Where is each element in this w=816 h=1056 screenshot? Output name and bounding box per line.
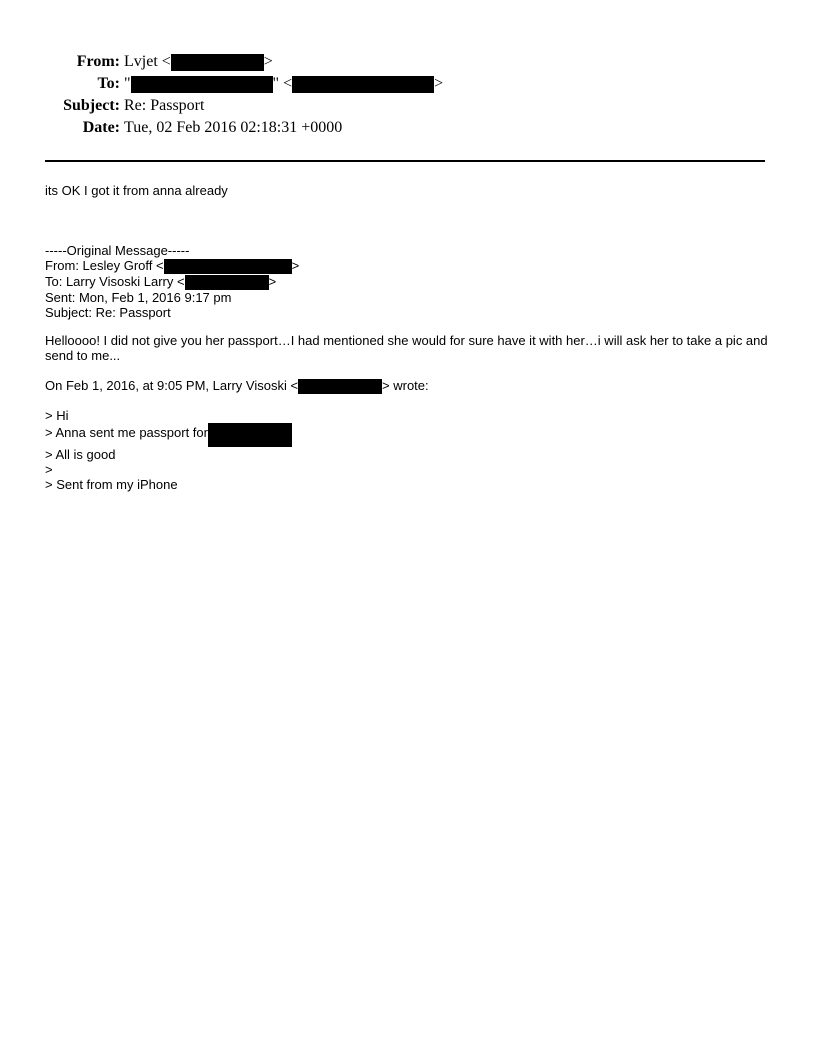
- from-label: From:: [76, 53, 120, 70]
- reply-text: its OK I got it from anna already: [45, 183, 228, 198]
- original-from-close: >: [291, 258, 300, 273]
- subject-value: Re: Passport: [124, 97, 205, 114]
- original-subject-line: Subject: Re: Passport: [45, 305, 171, 320]
- to-label: To:: [97, 75, 120, 92]
- to-close: >: [434, 75, 444, 92]
- email-header: [0, 51, 816, 139]
- redaction-box: [208, 423, 292, 447]
- date-value: Tue, 02 Feb 2016 02:18:31 +0000: [124, 119, 343, 136]
- quoted-line: > Hi: [45, 408, 69, 423]
- quote-intro-line: [45, 378, 770, 394]
- original-to-text: To: Larry Visoski Larry <: [45, 274, 185, 289]
- message-paragraph: Helloooo! I did not give you her passport…I had mentioned she would for sure have it with her…i will ask her to take a pic and send to me...: [45, 333, 768, 363]
- header-date-row: [0, 117, 816, 139]
- redaction-box: [298, 379, 382, 394]
- original-to-line: [45, 274, 770, 290]
- original-sent-line: Sent: Mon, Feb 1, 2016 9:17 pm: [45, 290, 232, 305]
- header-divider: [45, 160, 765, 162]
- original-message-block: [45, 243, 770, 320]
- quote-intro-close: > wrote:: [382, 378, 429, 393]
- original-to-close: >: [268, 274, 277, 289]
- from-value: Lvjet <: [124, 53, 171, 70]
- quoted-line: > All is good: [45, 447, 116, 462]
- redaction-box: [131, 76, 273, 93]
- header-to-row: [0, 73, 816, 95]
- quote-intro-text: On Feb 1, 2016, at 9:05 PM, Larry Visoski <: [45, 378, 299, 393]
- quoted-line-text: > Anna sent me passport for: [45, 425, 208, 440]
- redaction-box: [164, 259, 292, 274]
- to-mid: " <: [272, 75, 293, 92]
- original-from-line: [45, 258, 770, 274]
- from-close: >: [263, 53, 273, 70]
- date-label: Date:: [82, 119, 120, 136]
- quoted-line: > Sent from my iPhone: [45, 477, 178, 492]
- original-from-text: From: Lesley Groff <: [45, 258, 164, 273]
- quoted-line: >: [45, 462, 53, 477]
- quoted-line: [45, 423, 770, 447]
- header-from-row: [0, 51, 816, 73]
- header-subject-row: [0, 95, 816, 117]
- redaction-box: [185, 275, 269, 290]
- original-message-marker: -----Original Message-----: [45, 243, 190, 258]
- redaction-box: [292, 76, 434, 93]
- to-open-quote: ": [124, 75, 131, 92]
- subject-label: Subject:: [63, 97, 120, 114]
- redaction-box: [171, 54, 264, 71]
- quoted-block: [45, 408, 770, 492]
